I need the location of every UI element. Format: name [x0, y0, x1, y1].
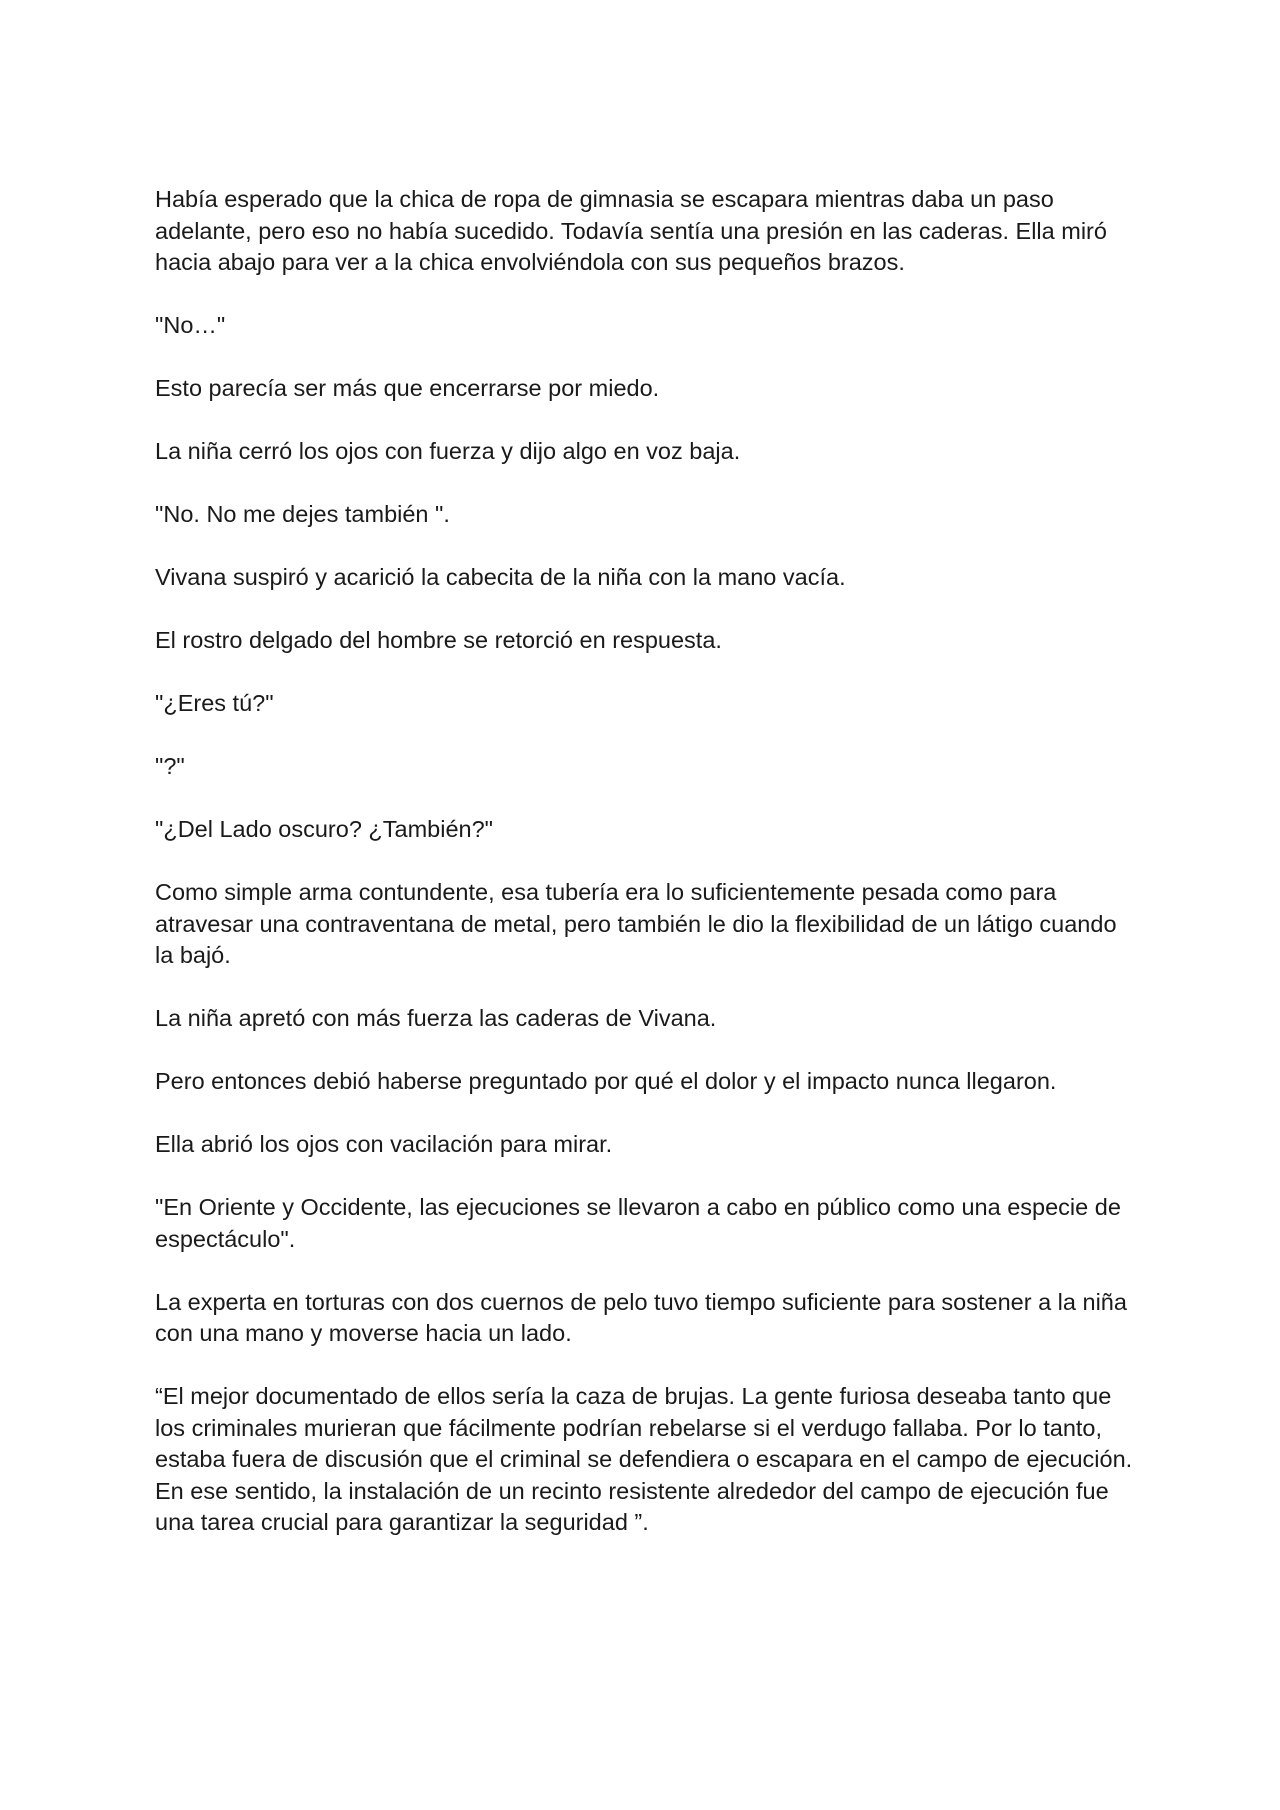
- paragraph: Ella abrió los ojos con vacilación para mirar.: [155, 1131, 613, 1157]
- paragraph: "¿Del Lado oscuro? ¿También?": [155, 816, 494, 842]
- paragraph: La niña cerró los ojos con fuerza y dijo algo en voz baja.: [155, 438, 741, 464]
- paragraph: Había esperado que la chica de ropa de gimnasia se escapara mientras daba un paso adelante, pero eso no había sucedido. Todavía sentía una presión en las caderas. Ella miró hacia abajo para ver a la chica envolviéndola con sus pequeños brazos.: [155, 186, 1107, 275]
- paragraph: "En Oriente y Occidente, las ejecuciones se llevaron a cabo en público como una especie de espectáculo".: [155, 1194, 1121, 1252]
- paragraph: "No…": [155, 312, 226, 338]
- document-body: [155, 184, 1135, 1570]
- paragraph: Pero entonces debió haberse preguntado por qué el dolor y el impacto nunca llegaron.: [155, 1068, 1057, 1094]
- paragraph: Vivana suspiró y acarició la cabecita de la niña con la mano vacía.: [155, 564, 846, 590]
- paragraph: "No. No me dejes también ".: [155, 501, 450, 527]
- paragraph: El rostro delgado del hombre se retorció en respuesta.: [155, 627, 722, 653]
- paragraph: Esto parecía ser más que encerrarse por miedo.: [155, 375, 660, 401]
- paragraph: "¿Eres tú?": [155, 690, 274, 716]
- paragraph: "?": [155, 753, 185, 779]
- paragraph: “El mejor documentado de ellos sería la caza de brujas. La gente furiosa deseaba tanto que los criminales murieran que fácilmente podrían rebelarse si el verdugo fallaba. Por lo tanto, estaba fuera de discusión que el criminal se defendiera o escapara en el campo de ejecución. En ese sentido, la instalación de un recinto resistente alrededor del campo de ejecución fue una tarea crucial para garantizar la seguridad ”.: [155, 1383, 1133, 1535]
- paragraph: La experta en torturas con dos cuernos de pelo tuvo tiempo suficiente para sostener a la niña con una mano y moverse hacia un lado.: [155, 1288, 1127, 1346]
- paragraph: La niña apretó con más fuerza las caderas de Vivana.: [155, 1005, 717, 1031]
- paragraph: Como simple arma contundente, esa tubería era lo suficientemente pesada como para atravesar una contraventana de metal, pero también le dio la flexibilidad de un látigo cuando la bajó.: [155, 879, 1117, 968]
